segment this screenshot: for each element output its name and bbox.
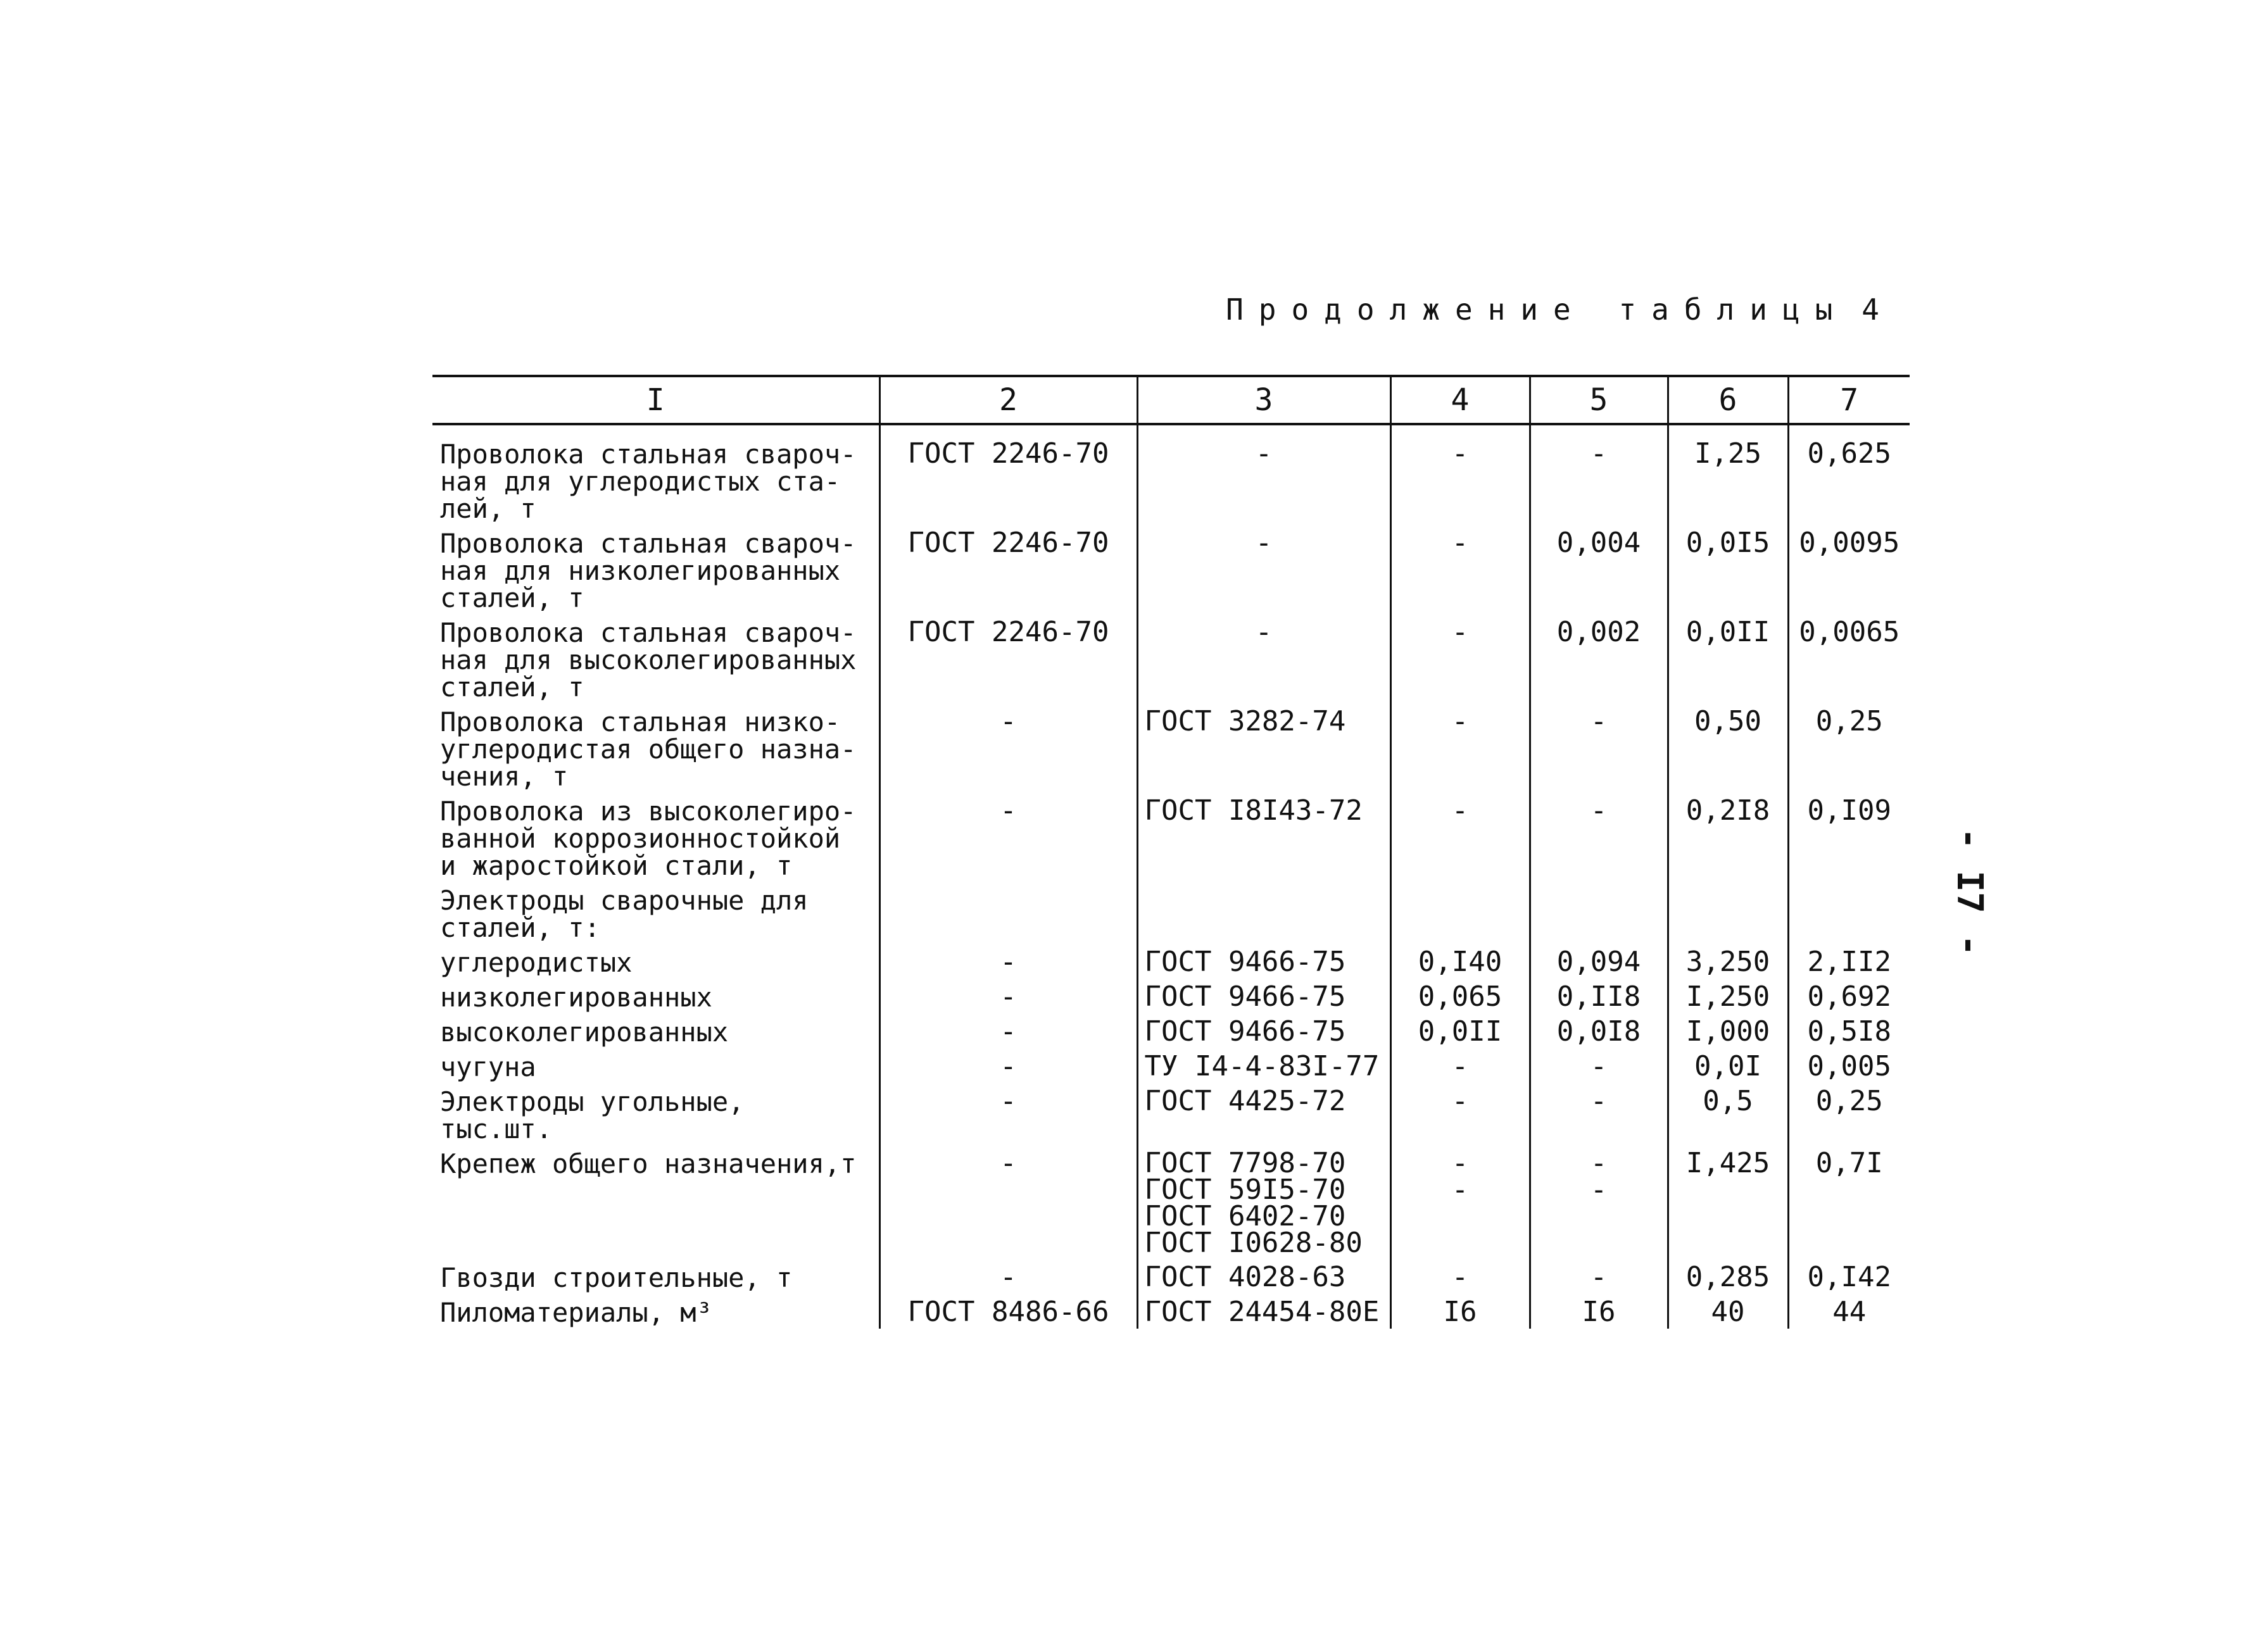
value-col5-cell <box>1530 882 1668 944</box>
item-name-cell: Электроды угольные, тыс.шт. <box>440 1086 745 1144</box>
value-col6-cell: I,425 <box>1668 1145 1788 1259</box>
standard-cell: - <box>879 1013 1137 1048</box>
standard-cell: - <box>879 1083 1137 1145</box>
item-name-cell: Гвозди строительные, т <box>440 1262 793 1293</box>
table-header <box>432 376 1910 424</box>
value-col5-cell: - <box>1530 1048 1668 1083</box>
spec-cell: ГОСТ 4425-72 <box>1137 1083 1390 1145</box>
table-row <box>432 1048 1910 1083</box>
value-col7-cell: 0,5I8 <box>1788 1013 1910 1048</box>
value-col5-cell: 0,0I8 <box>1530 1013 1668 1048</box>
table-row <box>432 703 1910 792</box>
item-name-cell: Проволока стальная свароч- ная для низколегированных сталей, т <box>440 528 857 613</box>
value-col4-cell: - <box>1390 703 1530 792</box>
standard-cell: - <box>879 1048 1137 1083</box>
table-row <box>432 1294 1910 1329</box>
spec-cell: ГОСТ 24454-80Е <box>1137 1294 1390 1329</box>
table-caption <box>1226 292 1879 327</box>
standard-cell: - <box>879 1145 1137 1259</box>
header-col-1: I <box>432 376 879 424</box>
value-col5-cell: - <box>1530 703 1668 792</box>
value-col6-cell: 0,5 <box>1668 1083 1788 1145</box>
table-row <box>432 1083 1910 1145</box>
value-col7-cell: 0,625 <box>1788 424 1910 525</box>
value-col7-cell: 0,0095 <box>1788 525 1910 614</box>
value-col6-cell: I,25 <box>1668 424 1788 525</box>
spec-cell: ГОСТ 7798-70 ГОСТ 59I5-70 ГОСТ 6402-70 ГОСТ I0628-80 <box>1137 1145 1390 1259</box>
value-col4-cell: - <box>1390 614 1530 703</box>
item-name-cell: низколегированных <box>440 982 712 1013</box>
table-body <box>432 424 1910 1329</box>
header-col-5: 5 <box>1530 376 1668 424</box>
materials-table <box>432 375 1910 1329</box>
item-name-cell: чугуна <box>440 1051 536 1082</box>
value-col5-cell: I6 <box>1530 1294 1668 1329</box>
value-col6-cell: 0,0I <box>1668 1048 1788 1083</box>
table-row <box>432 792 1910 882</box>
value-col6-cell: I,250 <box>1668 979 1788 1013</box>
standard-cell: - <box>879 1259 1137 1294</box>
item-name-cell: Проволока стальная свароч- ная для высоколегированных сталей, т <box>440 617 857 703</box>
value-col4-cell: - <box>1390 1083 1530 1145</box>
value-col4-cell: - <box>1390 525 1530 614</box>
value-col7-cell: 0,692 <box>1788 979 1910 1013</box>
value-col5-cell: - <box>1530 424 1668 525</box>
value-col7-cell: 2,II2 <box>1788 944 1910 979</box>
spec-cell: - <box>1137 525 1390 614</box>
table-row <box>432 979 1910 1013</box>
table-row <box>432 424 1910 525</box>
value-col6-cell: 40 <box>1668 1294 1788 1329</box>
item-name-cell: Проволока стальная свароч- ная для углеродистых ста- лей, т <box>440 439 857 524</box>
standard-cell: - <box>879 979 1137 1013</box>
table-row <box>432 1013 1910 1048</box>
value-col6-cell <box>1668 882 1788 944</box>
header-col-6: 6 <box>1668 376 1788 424</box>
value-col5-cell: - <box>1530 1083 1668 1145</box>
item-name-cell: углеродистых <box>440 947 633 978</box>
value-col4-cell: - <box>1390 424 1530 525</box>
item-name-cell: Проволока стальная низко- углеродистая общего назна- чения, т <box>440 706 857 792</box>
item-name-cell: Проволока из высоколегиро- ванной коррозионностойкой и жаростойкой стали, т <box>440 796 857 881</box>
standard-cell: ГОСТ 2246-70 <box>879 424 1137 525</box>
spec-cell: - <box>1137 614 1390 703</box>
item-name-cell: Крепеж общего назначения,т <box>440 1148 857 1179</box>
header-col-2: 2 <box>879 376 1137 424</box>
table-row <box>432 1145 1910 1259</box>
spec-cell: ГОСТ 9466-75 <box>1137 1013 1390 1048</box>
item-name-cell: Пиломатериалы, м³ <box>440 1297 712 1328</box>
standard-cell: ГОСТ 2246-70 <box>879 614 1137 703</box>
item-name-cell: Электроды сварочные для сталей, т: <box>440 885 809 943</box>
header-col-4: 4 <box>1390 376 1530 424</box>
spec-cell: ТУ I4-4-83I-77 <box>1137 1048 1390 1083</box>
value-col4-cell: 0,065 <box>1390 979 1530 1013</box>
value-col7-cell: 0,7I <box>1788 1145 1910 1259</box>
value-col6-cell: 0,50 <box>1668 703 1788 792</box>
value-col5-cell: 0,004 <box>1530 525 1668 614</box>
table-row <box>432 1259 1910 1294</box>
header-row <box>432 376 1910 424</box>
value-col7-cell: 0,005 <box>1788 1048 1910 1083</box>
caption-table-number: 4 <box>1862 292 1879 327</box>
standard-cell: - <box>879 792 1137 882</box>
value-col5-cell: 0,094 <box>1530 944 1668 979</box>
value-col4-cell: - <box>1390 1048 1530 1083</box>
value-col7-cell: 0,25 <box>1788 1083 1910 1145</box>
header-col-3: 3 <box>1137 376 1390 424</box>
table-row <box>432 525 1910 614</box>
standard-cell: ГОСТ 8486-66 <box>879 1294 1137 1329</box>
value-col7-cell: 0,I42 <box>1788 1259 1910 1294</box>
standard-cell: - <box>879 703 1137 792</box>
spec-cell: ГОСТ 3282-74 <box>1137 703 1390 792</box>
spec-cell: ГОСТ 4028-63 <box>1137 1259 1390 1294</box>
value-col5-cell: 0,002 <box>1530 614 1668 703</box>
value-col7-cell <box>1788 882 1910 944</box>
caption-text: Продолжение таблицы <box>1226 292 1848 327</box>
spec-cell: ГОСТ 9466-75 <box>1137 944 1390 979</box>
value-col4-cell: - <box>1390 792 1530 882</box>
value-col7-cell: 0,25 <box>1788 703 1910 792</box>
value-col4-cell <box>1390 882 1530 944</box>
item-name-cell: высоколегированных <box>440 1017 729 1048</box>
standard-cell <box>879 882 1137 944</box>
value-col5-cell: - - <box>1530 1145 1668 1259</box>
table-row <box>432 614 1910 703</box>
value-col4-cell: - - <box>1390 1145 1530 1259</box>
spec-cell: - <box>1137 424 1390 525</box>
value-col4-cell: 0,I40 <box>1390 944 1530 979</box>
value-col7-cell: 44 <box>1788 1294 1910 1329</box>
value-col6-cell: 0,285 <box>1668 1259 1788 1294</box>
table-row <box>432 882 1910 944</box>
standard-cell: - <box>879 944 1137 979</box>
page-number: - I7 - <box>1949 828 1990 956</box>
value-col7-cell: 0,0065 <box>1788 614 1910 703</box>
header-col-7: 7 <box>1788 376 1910 424</box>
value-col4-cell: I6 <box>1390 1294 1530 1329</box>
value-col6-cell: I,000 <box>1668 1013 1788 1048</box>
value-col5-cell: 0,II8 <box>1530 979 1668 1013</box>
spec-cell: ГОСТ 9466-75 <box>1137 979 1390 1013</box>
value-col4-cell: - <box>1390 1259 1530 1294</box>
value-col5-cell: - <box>1530 792 1668 882</box>
spec-cell <box>1137 882 1390 944</box>
value-col6-cell: 0,2I8 <box>1668 792 1788 882</box>
value-col6-cell: 3,250 <box>1668 944 1788 979</box>
value-col4-cell: 0,0II <box>1390 1013 1530 1048</box>
spec-cell: ГОСТ I8I43-72 <box>1137 792 1390 882</box>
table-row <box>432 944 1910 979</box>
value-col6-cell: 0,0II <box>1668 614 1788 703</box>
value-col7-cell: 0,I09 <box>1788 792 1910 882</box>
value-col5-cell: - <box>1530 1259 1668 1294</box>
standard-cell: ГОСТ 2246-70 <box>879 525 1137 614</box>
value-col6-cell: 0,0I5 <box>1668 525 1788 614</box>
